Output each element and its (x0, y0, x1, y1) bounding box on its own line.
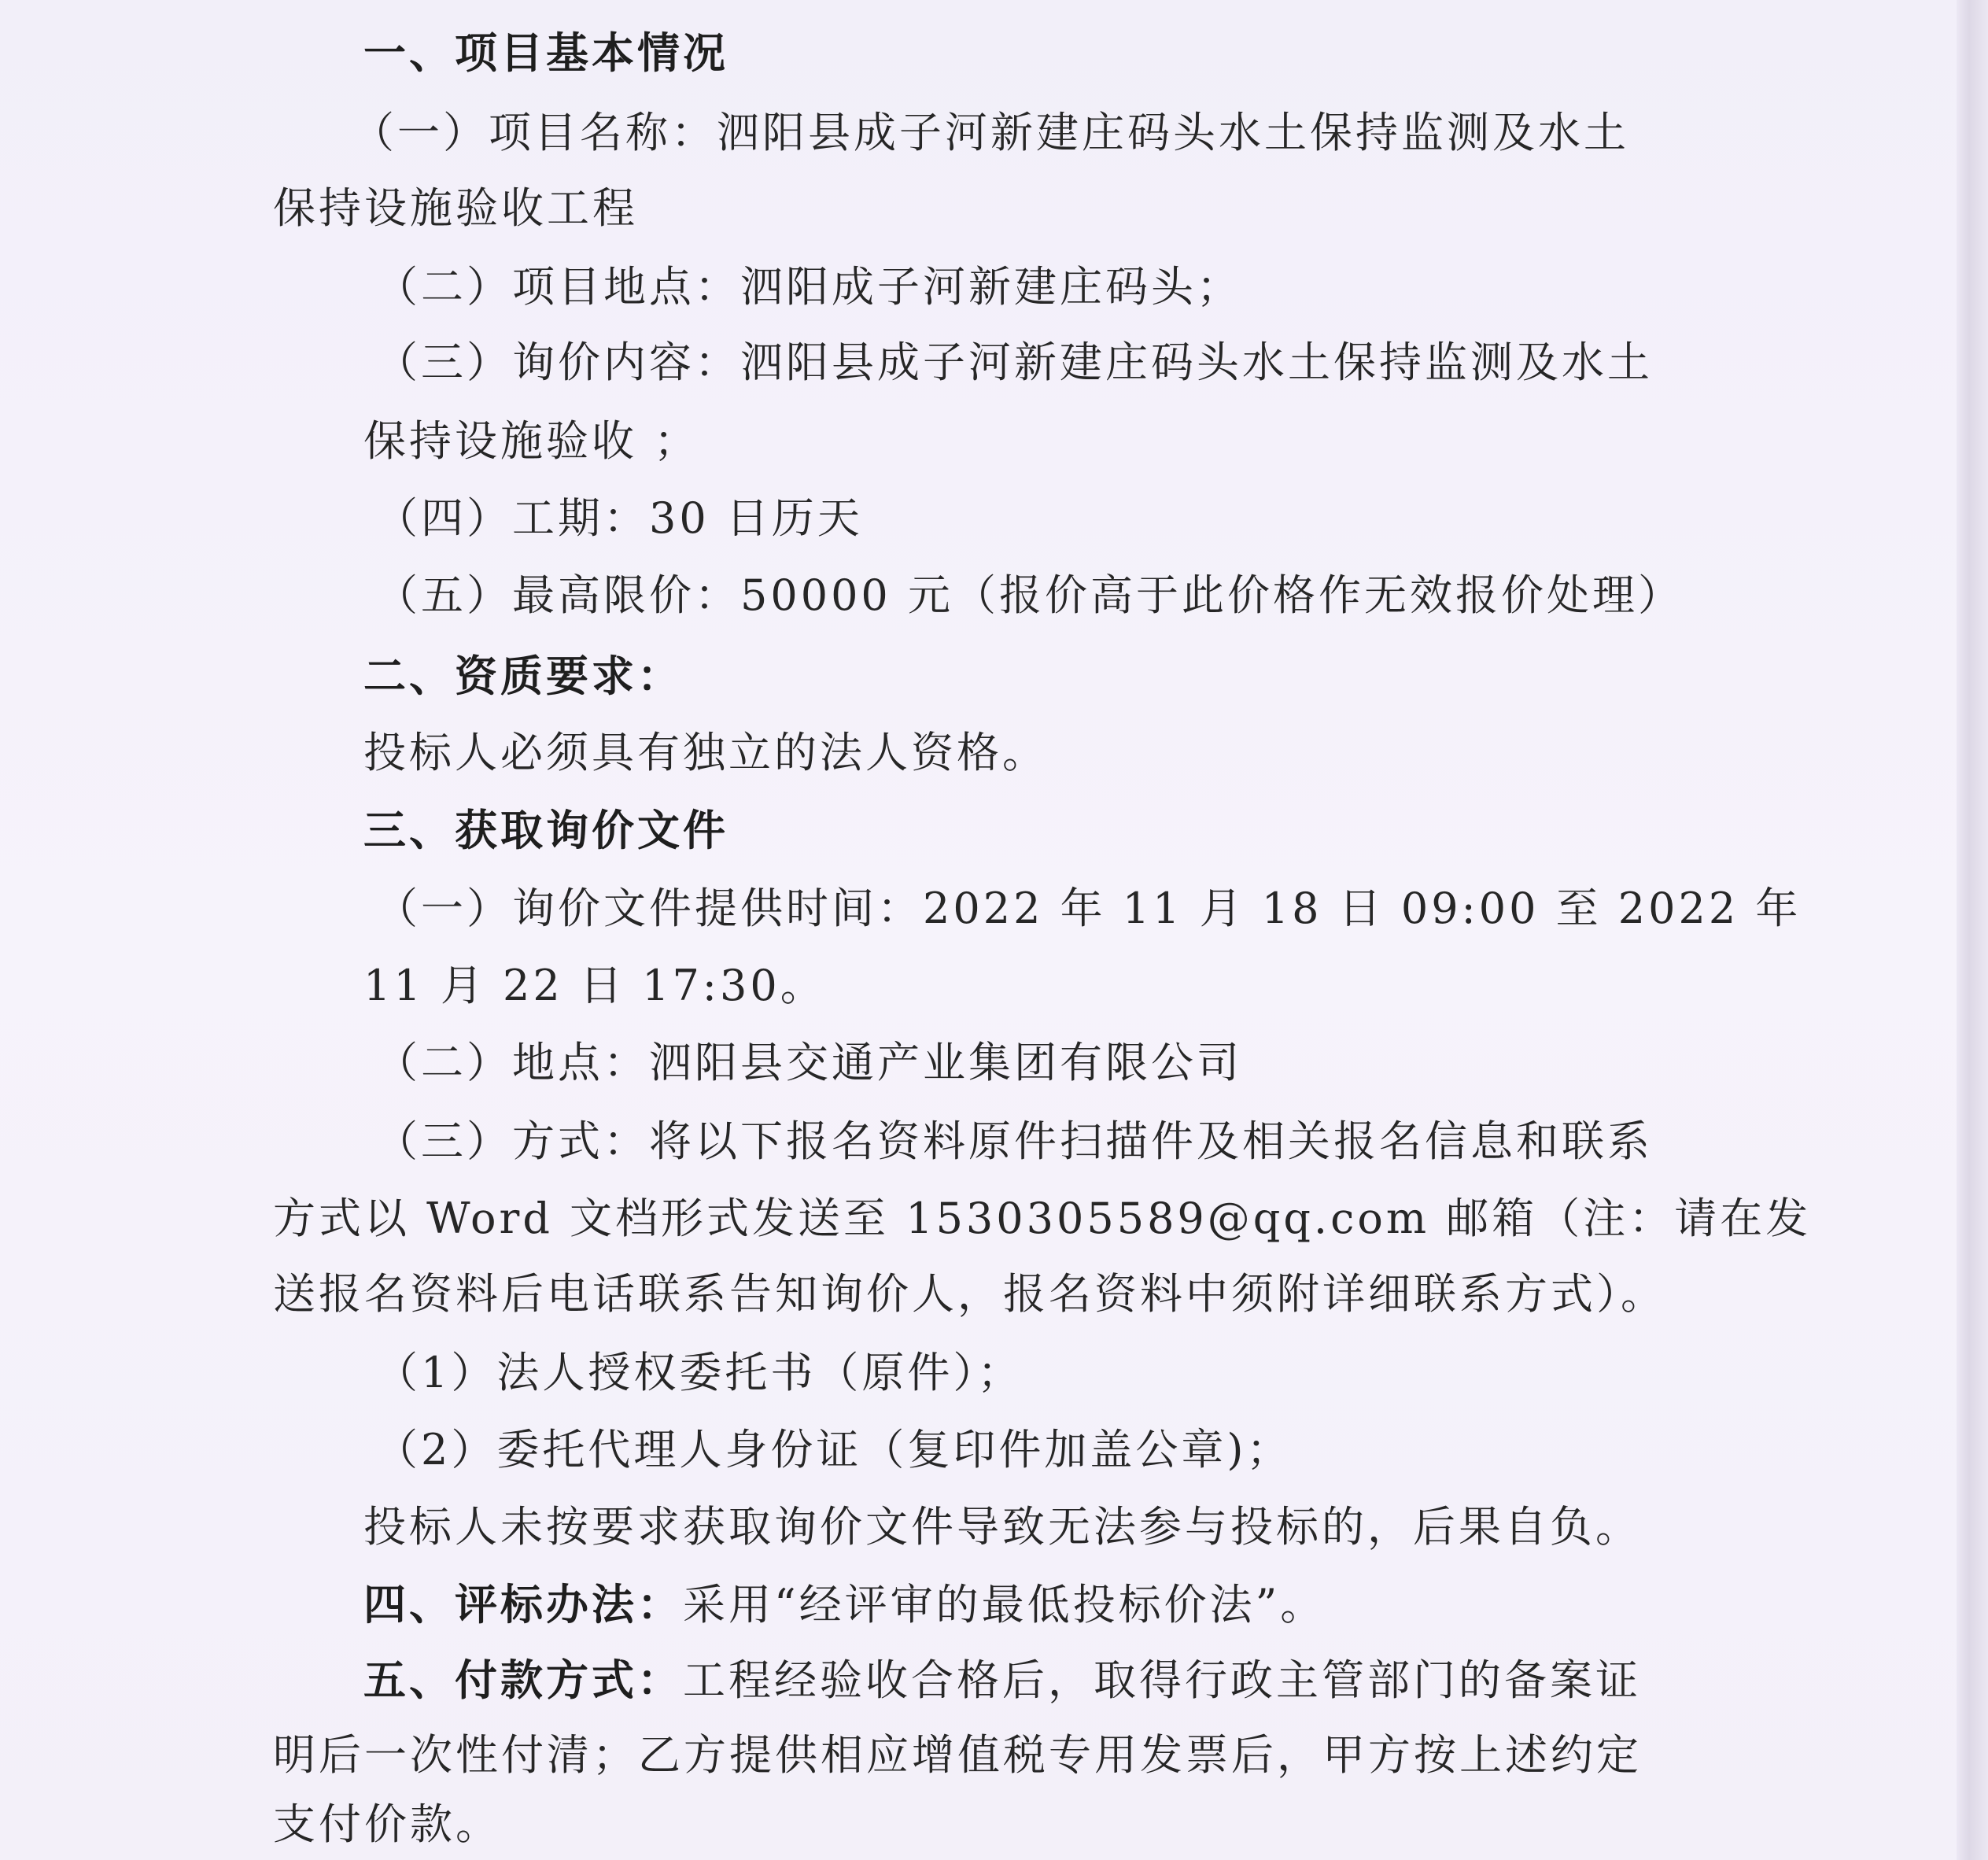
item-duration: （四）工期：30 日历天 (375, 493, 863, 543)
evaluation-text: 采用“经评审的最低投标价法”。 (683, 1580, 1326, 1629)
item-document-place: （二）地点：泗阳县交通产业集团有限公司 (375, 1038, 1242, 1087)
heading-obtain-documents: 三、获取询价文件 (363, 805, 728, 855)
item-document-method-cont2: 送报名资料后电话联系告知询价人，报名资料中须附详细联系方式）。 (273, 1269, 1666, 1319)
item-document-time-cont: 11 月 22 日 17:30。 (363, 961, 826, 1010)
item-project-name-cont: 保持设施验收工程 (273, 183, 638, 233)
item-inquiry-content: （三）询价内容：泗阳县成子河新建庄码头水土保持监测及水土 (375, 338, 1653, 387)
evaluation-line (363, 1577, 1326, 1632)
heading-project-basics: 一、项目基本情况 (363, 28, 728, 78)
payment-text-3: 支付价款。 (273, 1799, 501, 1849)
heading-evaluation: 四、评标办法： (363, 1579, 683, 1629)
item-document-method-cont1: 方式以 Word 文档形式发送至 1530305589@qq.com 邮箱（注：请在发 (273, 1194, 1812, 1243)
heading-qualification: 二、资质要求： (363, 651, 683, 701)
item-max-price: （五）最高限价：50000 元（报价高于此价格作无效报价处理） (375, 570, 1684, 620)
qualification-text: 投标人必须具有独立的法人资格。 (363, 728, 1048, 777)
item-consequence-note: 投标人未按要求获取询价文件导致无法参与投标的，后果自负。 (363, 1502, 1641, 1552)
payment-text-1: 工程经验收合格后，取得行政主管部门的备案证 (683, 1655, 1641, 1705)
item-agent-id-card: （2）委托代理人身份证（复印件加盖公章)； (375, 1425, 1293, 1474)
item-authorization-letter: （1）法人授权委托书（原件）； (375, 1348, 1024, 1397)
item-document-method: （三）方式：将以下报名资料原件扫描件及相关报名信息和联系 (375, 1116, 1653, 1166)
payment-line (363, 1652, 1641, 1707)
page-edge-shadow (1957, 0, 1988, 1860)
payment-text-2: 明后一次性付清；乙方提供相应增值税专用发票后，甲方按上述约定 (273, 1730, 1642, 1780)
item-project-location: （二）项目地点：泗阳成子河新建庄码头； (375, 262, 1242, 312)
heading-payment: 五、付款方式： (363, 1655, 683, 1705)
item-inquiry-content-cont: 保持设施验收 ； (363, 416, 700, 466)
item-document-time: （一）询价文件提供时间：2022 年 11 月 18 日 09:00 至 2022 年 (375, 884, 1802, 933)
item-project-name: （一）项目名称：泗阳县成子河新建庄码头水土保持监测及水土 (352, 108, 1629, 157)
